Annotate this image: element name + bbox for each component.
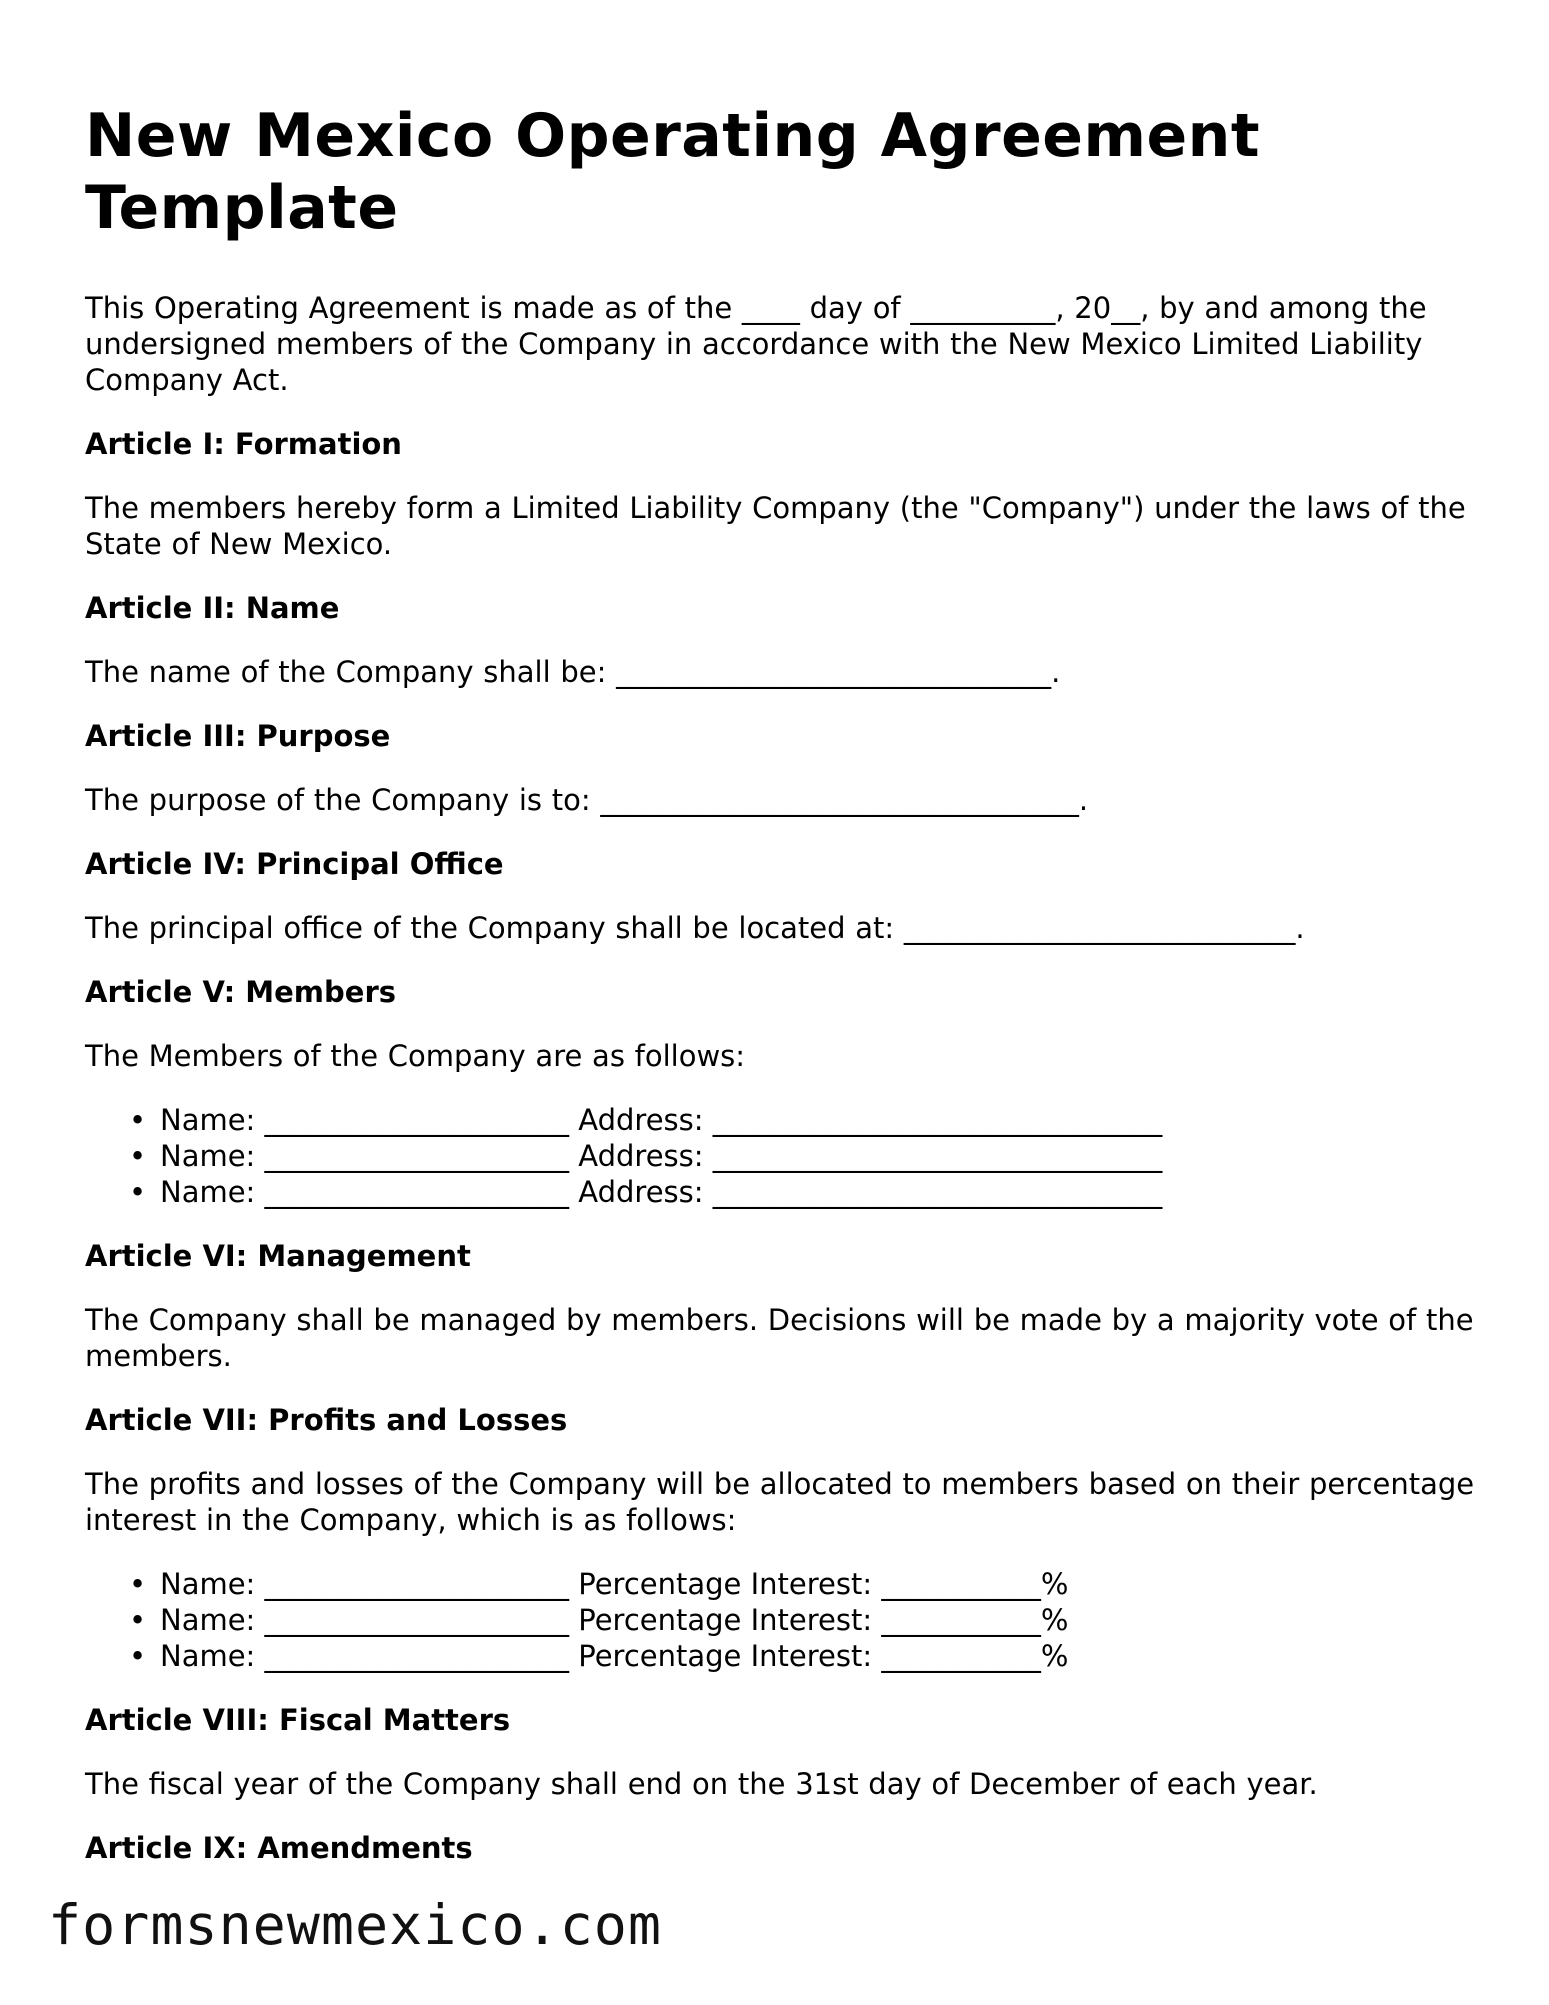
list-item: • Name: _____________________ Percentage Interest: ___________% bbox=[160, 1602, 1485, 1638]
article-fiscal-heading: Article VIII: Fiscal Matters bbox=[85, 1703, 511, 1737]
article-fiscal-text: The fiscal year of the Company shall end on the 31st day of December of each year. bbox=[85, 1767, 1318, 1801]
list-item: • Name: _____________________ Address: _______________________________ bbox=[160, 1138, 1485, 1174]
members-list bbox=[85, 1102, 1485, 1210]
article-members-heading: Article V: Members bbox=[85, 975, 397, 1009]
article-profits-heading: Article VII: Profits and Losses bbox=[85, 1403, 568, 1437]
article-formation-heading: Article I: Formation bbox=[85, 427, 402, 461]
list-item: • Name: _____________________ Address: _______________________________ bbox=[160, 1102, 1485, 1138]
article-name-heading: Article II: Name bbox=[85, 591, 340, 625]
article-office-text: The principal office of the Company shall be located at: ___________________________. bbox=[85, 911, 1305, 945]
intro-paragraph: This Operating Agreement is made as of the ____ day of __________, 20__, by and among the undersigned members of the Company in accordance with the New Mexico Limited Liability Company Act. bbox=[85, 291, 1427, 397]
article-purpose-heading: Article III: Purpose bbox=[85, 719, 391, 753]
profits-list bbox=[85, 1566, 1485, 1674]
article-members-text: The Members of the Company are as follows: bbox=[85, 1039, 746, 1073]
article-management-text: The Company shall be managed by members. Decisions will be made by a majority vote of the members. bbox=[85, 1303, 1474, 1373]
page-title: New Mexico Operating Agreement Template bbox=[85, 101, 1261, 243]
watermark: formsnewmexico.com bbox=[48, 1893, 663, 1957]
article-name-text: The name of the Company shall be: ______________________________. bbox=[85, 655, 1061, 689]
article-purpose-text: The purpose of the Company is to: _________________________________. bbox=[85, 783, 1089, 817]
article-office-heading: Article IV: Principal Office bbox=[85, 847, 504, 881]
list-item: • Name: _____________________ Address: _______________________________ bbox=[160, 1174, 1485, 1210]
article-amendments-heading: Article IX: Amendments bbox=[85, 1831, 473, 1865]
list-item: • Name: _____________________ Percentage Interest: ___________% bbox=[160, 1566, 1485, 1602]
article-profits-text: The profits and losses of the Company will be allocated to members based on their percentage interest in the Company, which is as follows: bbox=[85, 1467, 1475, 1537]
document-page bbox=[85, 100, 1485, 1866]
list-item: • Name: _____________________ Percentage Interest: ___________% bbox=[160, 1638, 1485, 1674]
article-management-heading: Article VI: Management bbox=[85, 1239, 471, 1273]
article-formation-text: The members hereby form a Limited Liability Company (the "Company") under the laws of the State of New Mexico. bbox=[85, 491, 1466, 561]
